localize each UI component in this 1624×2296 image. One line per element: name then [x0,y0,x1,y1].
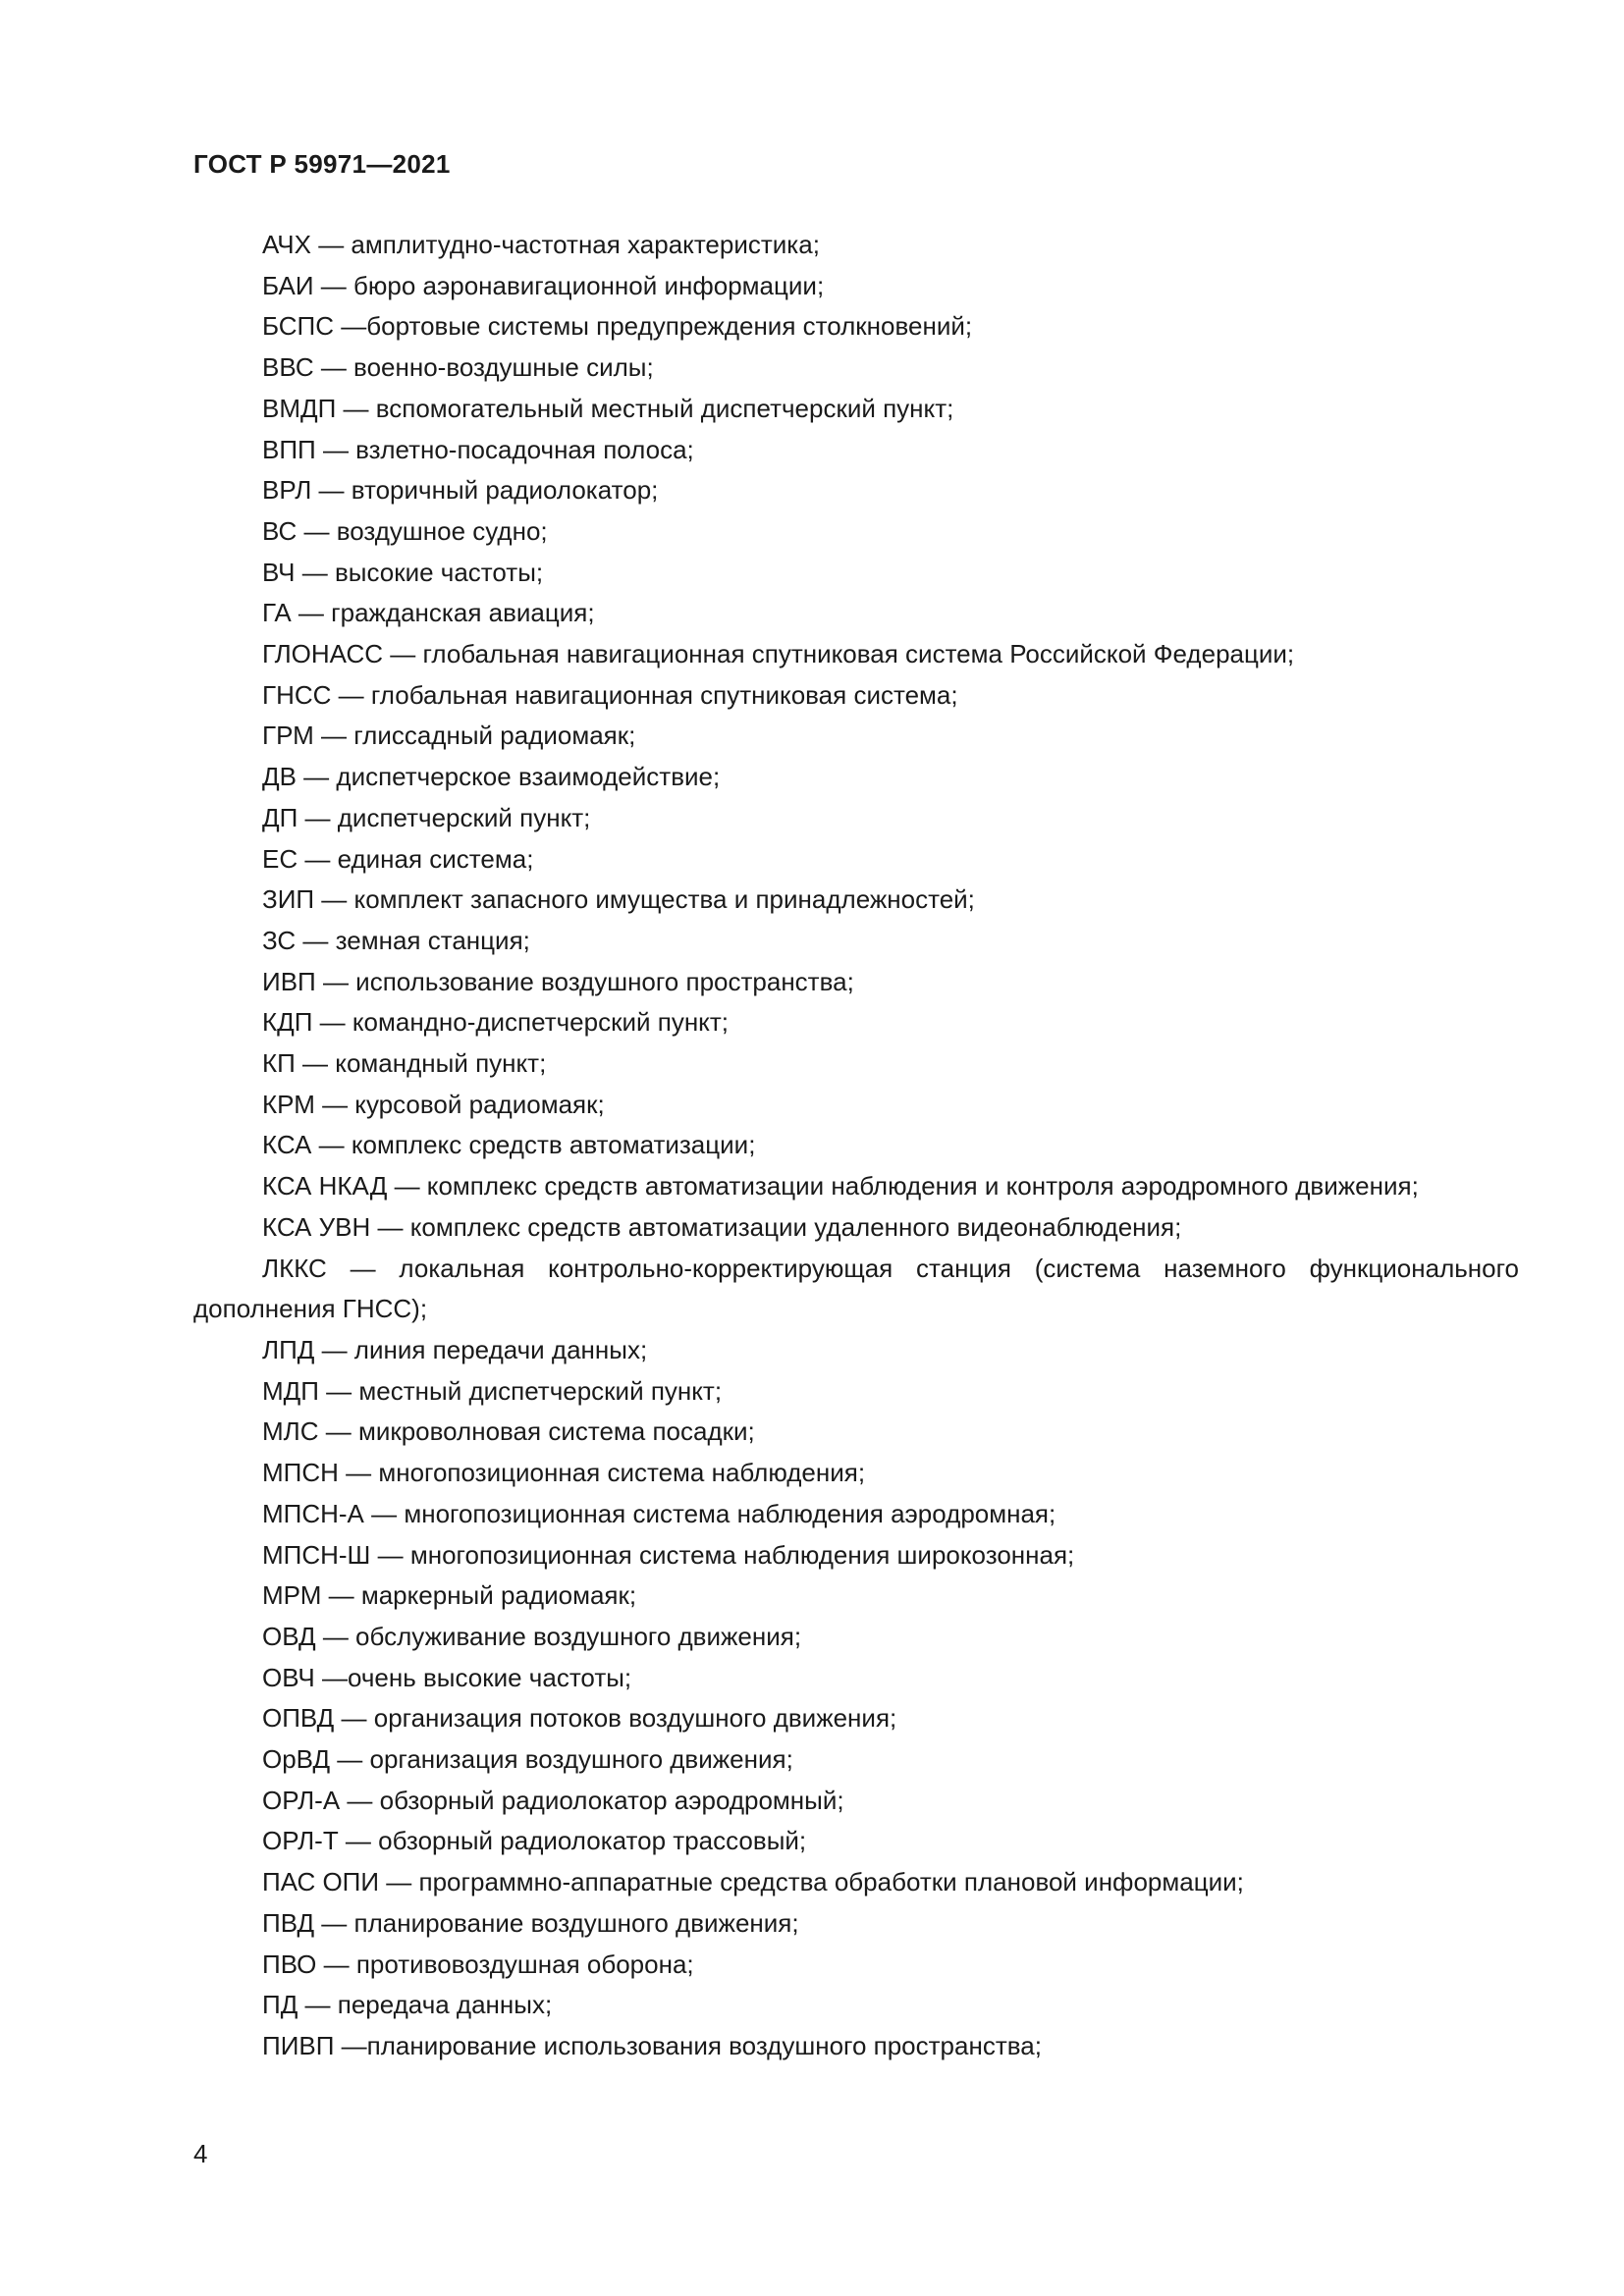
abbreviation-entry: ЗИП — комплект запасного имущества и принадлежностей; [262,884,975,915]
abbreviation-entry: КСА НКАД — комплекс средств автоматизации наблюдения и контроля аэродромного движения; [262,1171,1419,1201]
abbreviation-entry: ГЛОНАСС — глобальная навигационная спутниковая система Российской Федерации; [262,639,1295,669]
abbreviation-entry: ВПП — взлетно-посадочная полоса; [262,434,694,464]
abbreviation-entry: БАИ — бюро аэронавигационной информации; [262,270,825,300]
abbreviation-entry: ГРМ — глиссадный радиомаяк; [262,721,636,751]
abbreviation-entry: МПСН-Ш — многопозиционная система наблюдения широкозонная; [262,1539,1075,1570]
abbreviation-entry: КДП — командно-диспетчерский пункт; [262,1007,729,1038]
abbreviation-entry: МПСН-А — многопозиционная система наблюдения аэродромная; [262,1498,1056,1528]
abbreviation-entry: ПИВП —планирование использования воздушного пространства; [262,2030,1042,2060]
abbreviation-entry: ОВД — обслуживание воздушного движения; [262,1621,802,1651]
abbreviation-entry: КРМ — курсовой радиомаяк; [262,1089,605,1119]
abbreviation-entry: ЛККС — локальная контрольно-корректирующая станция (система наземного функционального дополнения ГНСС); [193,1253,1519,1324]
abbreviation-entry: ГНСС — глобальная навигационная спутниковая система; [262,679,958,710]
abbreviation-entry: ОрВД — организация воздушного движения; [262,1744,793,1775]
abbreviation-entry: МРМ — маркерный радиомаяк; [262,1580,637,1611]
abbreviation-entry: МЛС — микроволновая система посадки; [262,1416,755,1447]
abbreviation-entry: ПД — передача данных; [262,1990,553,2020]
abbreviation-entry: ОРЛ-Т — обзорный радиолокатор трассовый; [262,1826,807,1856]
abbreviation-entry: ЗС — земная станция; [262,925,530,955]
abbreviation-entry: АЧХ — амплитудно-частотная характеристика; [262,230,820,259]
abbreviation-entry: ГА — гражданская авиация; [262,598,595,628]
abbreviation-entry: ВЧ — высокие частоты; [262,557,544,587]
abbreviation-entry: ОВЧ —очень высокие частоты; [262,1662,632,1692]
abbreviation-entry: ПВО — противовоздушная оборона; [262,1949,694,1979]
abbreviation-entry: ВВС — военно-воздушные силы; [262,352,654,383]
abbreviation-entry: ВРЛ — вторичный радиолокатор; [262,475,659,506]
abbreviation-entry: БСПС —бортовые системы предупреждения столкновений; [262,311,973,342]
abbreviation-entry: ЕС — единая система; [262,843,534,874]
abbreviation-entry: КСА УВН — комплекс средств автоматизации удаленного видеонаблюдения; [262,1211,1182,1242]
abbreviation-entry: ДП — диспетчерский пункт; [262,802,591,832]
abbreviation-entry: ЛПД — линия передачи данных; [262,1334,648,1364]
abbreviation-entry: ОРЛ-А — обзорный радиолокатор аэродромный; [262,1785,844,1815]
abbreviation-entry: ДВ — диспетчерское взаимодействие; [262,762,721,792]
abbreviation-entry: ОПВД — организация потоков воздушного движения; [262,1703,897,1734]
abbreviation-entry: ПВД — планирование воздушного движения; [262,1907,799,1938]
abbreviation-entry: ВМДП — вспомогательный местный диспетчерский пункт; [262,393,954,423]
abbreviation-entry: ПАС ОПИ — программно-аппаратные средства обработки плановой информации; [262,1867,1244,1897]
abbreviation-entry: КП — командный пункт; [262,1048,547,1079]
page-number: 4 [193,2139,208,2168]
abbreviation-entry: ИВП — использование воздушного пространства; [262,966,854,996]
abbreviation-list [193,225,1519,2067]
document-header: ГОСТ Р 59971—2021 [193,149,451,179]
abbreviation-entry: КСА — комплекс средств автоматизации; [262,1130,756,1160]
abbreviation-entry: МДП — местный диспетчерский пункт; [262,1375,723,1406]
abbreviation-entry: ВС — воздушное судно; [262,515,548,546]
abbreviation-entry: МПСН — многопозиционная система наблюдения; [262,1458,866,1488]
